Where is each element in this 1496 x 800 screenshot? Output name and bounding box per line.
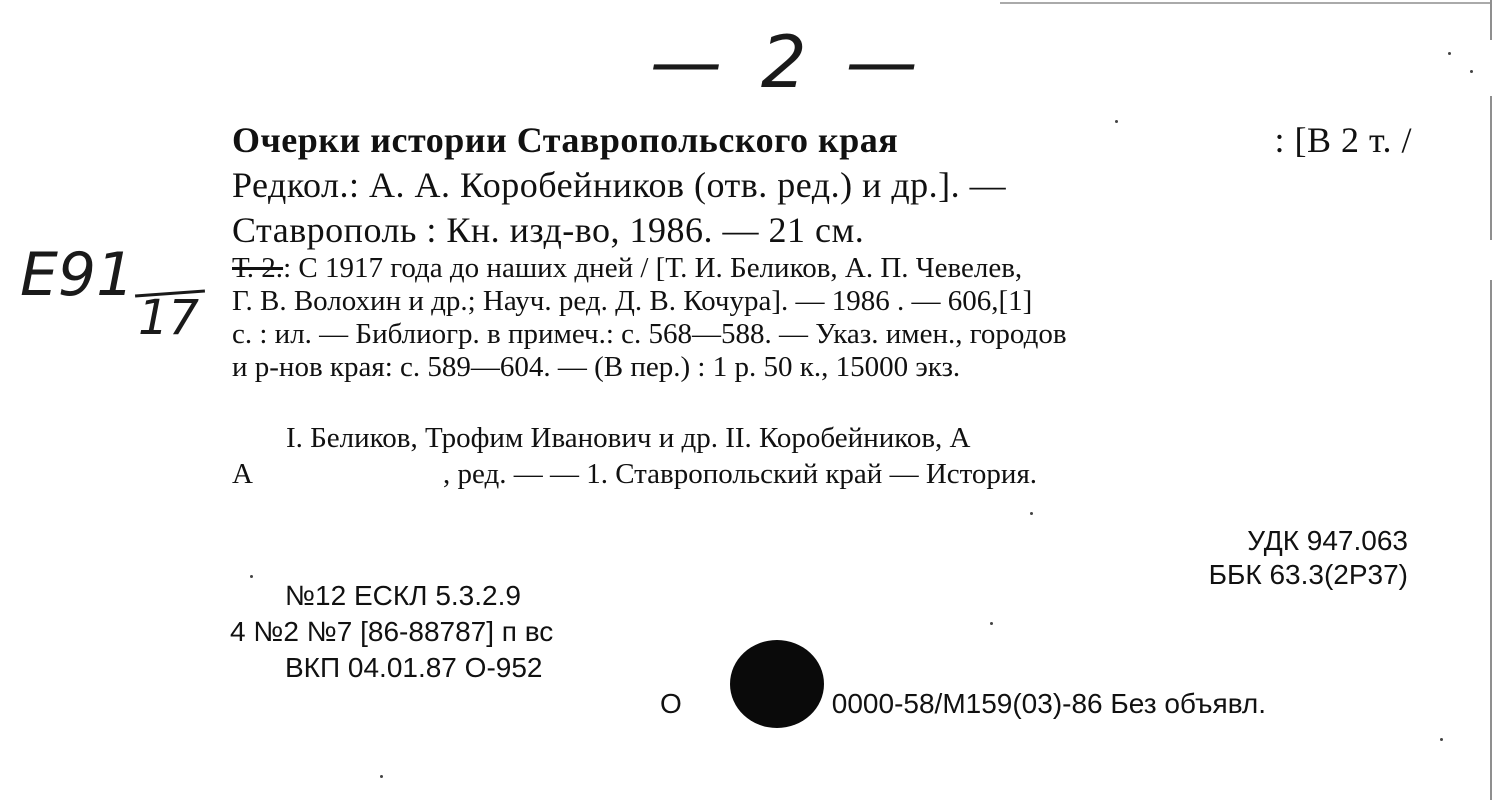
volume-line-1-text — [232, 252, 1022, 285]
speck — [990, 622, 993, 625]
udk-code: УДК 947.063 — [1247, 525, 1408, 556]
tracing-line-2-rest: , ред. — — 1. Ставропольский край — История. — [442, 458, 1038, 490]
volume-number-struck: Т. 2. — [232, 252, 284, 284]
volume-authors: Г. В. Волохин и др.; Науч. ред. Д. В. Кочура]. — 1986 . — 606,[1] — [232, 285, 1033, 317]
card-right-edge — [1490, 0, 1492, 800]
handwritten-shelf-mark-sub: 17 — [138, 290, 200, 346]
index-line-rest: 0000-58/М159(03)-86 Без объявл. — [831, 688, 1267, 719]
speck — [1030, 512, 1033, 515]
title-line-1-rest: : [В 2 т. / — [1274, 120, 1412, 160]
index-line-start: О — [660, 688, 682, 719]
tracing-line-1: I. Беликов, Трофим Иванович и др. II. Коробейников, А — [286, 422, 971, 454]
printing-stamp — [230, 578, 553, 686]
stamp-line-2: 4 №2 №7 [86-88787] п вс — [230, 616, 554, 647]
classification-codes — [1110, 524, 1408, 592]
speck — [1470, 70, 1473, 73]
title-line-2 — [232, 163, 1412, 208]
speck — [380, 775, 383, 778]
speck — [1448, 52, 1451, 55]
speck — [250, 575, 253, 578]
speck — [1440, 738, 1443, 741]
title-main: Очерки истории Ставропольского края — [232, 120, 899, 160]
tracings — [232, 420, 1037, 492]
volume-line-3 — [232, 318, 1412, 351]
title-line-1 — [232, 118, 1412, 163]
publication-info: Ставрополь : Кн. изд-во, 1986. — 21 см. — [232, 210, 865, 250]
handwritten-page-number: — 2 — — [650, 20, 926, 104]
handwritten-shelf-mark: Е91 — [20, 240, 135, 310]
stamp-line-1: №12 ЕСКЛ 5.3.2.9 — [285, 580, 521, 611]
editorial-board: Редкол.: А. А. Коробейников (отв. ред.) и др.]. — — [232, 165, 1007, 205]
volume-price: и р-нов края: с. 589—604. — (В пер.) : 1 р. 50 к., 15000 экз. — [232, 351, 961, 383]
volume-notes: с. : ил. — Библиогр. в примеч.: с. 568—588. — Указ. имен., городов — [232, 318, 1067, 350]
card-top-edge — [1000, 2, 1490, 4]
volume-line-4 — [232, 351, 1412, 384]
volume-line-2 — [232, 285, 1412, 318]
bbk-code: ББК 63.3(2Р37) — [1208, 559, 1408, 590]
volume-line-1 — [232, 252, 1412, 285]
speck — [1115, 120, 1118, 123]
stamp-line-3: ВКП 04.01.87 О-952 — [285, 652, 543, 683]
ink-blot — [730, 640, 824, 728]
tracing-line-2 — [232, 456, 1037, 492]
tracing-line-2-start: А — [232, 458, 253, 490]
volume-description — [232, 252, 1412, 384]
title-statement — [232, 118, 1412, 253]
volume-title: : С 1917 года до наших дней / [Т. И. Беликов, А. П. Чевелев, — [283, 252, 1023, 284]
title-line-3 — [232, 208, 1412, 253]
